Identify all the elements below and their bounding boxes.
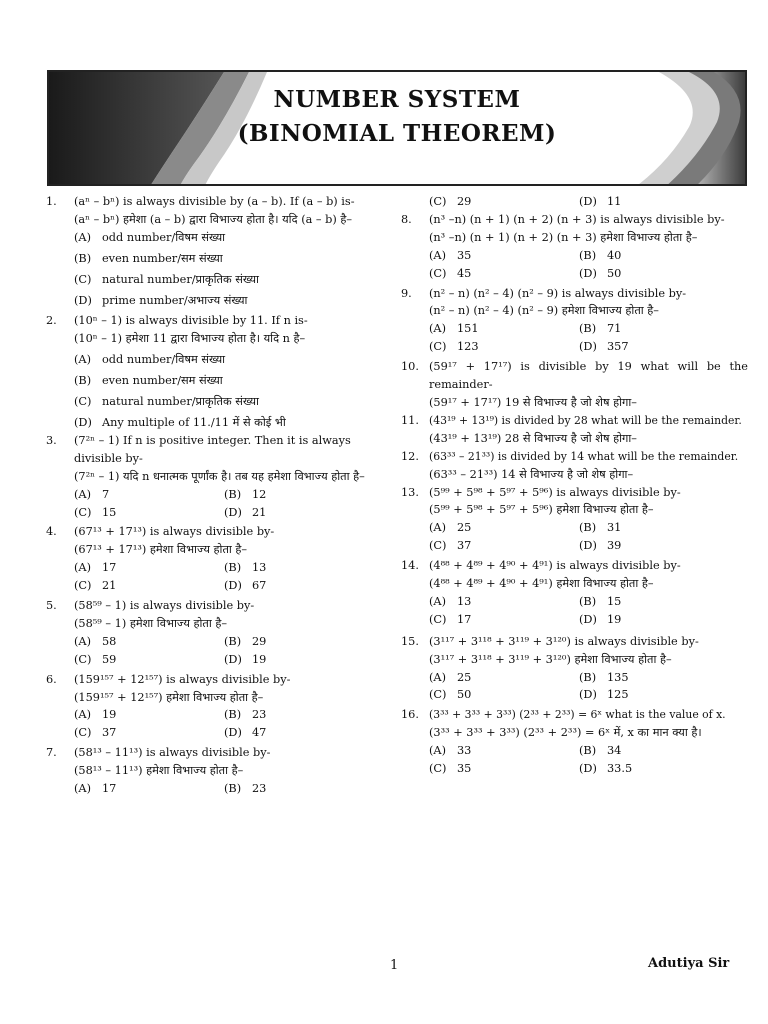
option-text: even number/सम संख्या [102, 374, 223, 388]
option-label: (C) [74, 395, 92, 409]
question-number: 13. [401, 485, 419, 499]
question-text-en: (67¹³ + 17¹³) is always divisible by- [74, 525, 275, 539]
question-text-en: (4⁸⁸ + 4⁸⁹ + 4⁹⁰ + 4⁹¹) is always divisible by- [429, 559, 681, 573]
option-row [46, 651, 391, 669]
option-text: 12 [252, 487, 267, 501]
question-text-en: (3¹¹⁷ + 3¹¹⁸ + 3¹¹⁹ + 3¹²⁰) is always divisible by- [429, 634, 699, 648]
question-6 [46, 671, 391, 689]
option-text: 11 [607, 195, 622, 208]
option-label: (A) [429, 521, 446, 535]
question-text-en: (59¹⁷ + 17¹⁷) is divisible by 19 what will be the remainder- [429, 360, 748, 392]
question-16 [401, 706, 748, 724]
option-label: (A) [429, 670, 446, 684]
option-label: (A) [74, 561, 91, 575]
option-label: (B) [224, 634, 242, 648]
option-text: 31 [607, 521, 622, 535]
option-row [401, 760, 748, 778]
option [46, 393, 391, 411]
option-row [401, 265, 748, 283]
question-number: 2. [46, 314, 57, 328]
question-number: 12. [401, 449, 419, 463]
question-text-hi: (58¹³ – 11¹³) हमेशा विभाज्य होता है– [74, 764, 244, 778]
question-text-en: (58¹³ – 11¹³) is always divisible by- [74, 746, 271, 760]
option-row [46, 724, 391, 742]
option [46, 292, 391, 310]
option-row [401, 247, 748, 265]
option [46, 250, 391, 268]
option-label: (A) [429, 248, 446, 262]
author-name: Adutiya Sir [648, 956, 730, 971]
question-text-en: (n³ –n) (n + 1) (n + 2) (n + 3) is always divisible by- [429, 212, 725, 226]
option-label: (C) [429, 612, 447, 626]
question-text-hi: (43¹⁹ + 13¹⁹) 28 से विभाज्य है जो शेष होगा– [429, 431, 637, 445]
option-text: 135 [607, 670, 629, 684]
option-text: 123 [457, 340, 479, 354]
option-label: (D) [579, 266, 597, 280]
option-label: (A) [74, 708, 91, 722]
option-text: 40 [607, 248, 622, 262]
option-text: 15 [102, 505, 117, 519]
left-column [46, 193, 391, 798]
question-text-hi: (3¹¹⁷ + 3¹¹⁸ + 3¹¹⁹ + 3¹²⁰) हमेशा विभाज्य होता है– [429, 652, 672, 666]
question-text-hi: (n³ –n) (n + 1) (n + 2) (n + 3) हमेशा विभाज्य होता है– [429, 230, 698, 244]
option-row [401, 593, 748, 611]
option-row [46, 486, 391, 504]
question-2 [46, 312, 391, 330]
option-text: 17 [102, 782, 117, 796]
page-number: 1 [390, 958, 399, 973]
option-text: 357 [607, 340, 629, 354]
option-text: 7 [102, 487, 110, 501]
question-number: 15. [401, 634, 419, 648]
question-1 [46, 193, 391, 211]
question-text-hi: (58⁵⁹ – 1) हमेशा विभाज्य होता है– [74, 616, 228, 630]
option [46, 372, 391, 390]
option-text: 67 [252, 579, 267, 593]
option-text: 33.5 [607, 762, 633, 776]
option-label: (A) [74, 634, 91, 648]
option-row [401, 686, 748, 704]
option-text: 45 [457, 266, 472, 280]
question-text-hi: (63³³ – 21³³) 14 से विभाज्य है जो शेष होगा– [429, 467, 634, 481]
question-text-hi: (159¹⁵⁷ + 12¹⁵⁷) हमेशा विभाज्य होता है– [74, 690, 264, 704]
question-11 [401, 412, 748, 430]
question-number: 8. [401, 212, 412, 226]
option-text: 58 [102, 634, 117, 648]
question-text-en: (10ⁿ – 1) is always divisible by 11. If n is- [74, 314, 308, 328]
question-text-en: (43¹⁹ + 13¹⁹) is divided by 28 what will be the remainder. [429, 413, 742, 427]
question-number: 11. [401, 413, 419, 427]
option-row [46, 577, 391, 595]
question-8 [401, 211, 748, 229]
title-line-1: NUMBER SYSTEM [273, 86, 521, 113]
option-label: (B) [224, 487, 242, 501]
question-3 [46, 432, 391, 468]
option-text: 29 [252, 634, 267, 648]
option-label: (B) [224, 561, 242, 575]
option-row [401, 320, 748, 338]
option-text: 37 [457, 539, 472, 553]
question-number: 6. [46, 672, 57, 686]
option-text: prime number/अभाज्य संख्या [102, 293, 248, 307]
option-text: 13 [457, 594, 472, 608]
option-text: 37 [102, 726, 117, 740]
question-text-en: (7²ⁿ – 1) If n is positive integer. Then it is always divisible by- [74, 433, 351, 465]
question-text-en: (n² – n) (n² – 4) (n² – 9) is always divisible by- [429, 286, 687, 300]
option-label: (C) [429, 340, 447, 354]
option [46, 271, 391, 289]
question-number: 5. [46, 599, 57, 613]
option-text: 19 [607, 612, 622, 626]
question-number: 3. [46, 433, 57, 447]
question-text-hi: (67¹³ + 17¹³) हमेशा विभाज्य होता है– [74, 543, 248, 557]
option-label: (C) [74, 272, 92, 286]
option-text: 151 [457, 322, 479, 336]
option-label: (B) [579, 594, 597, 608]
option-text: 39 [607, 539, 622, 553]
option-row [401, 338, 748, 356]
question-12 [401, 448, 748, 466]
option-label: (C) [74, 579, 92, 593]
question-text-hi: (7²ⁿ – 1) यदि n धनात्मक पूर्णांक है। तब यह हमेशा विभाज्य होता है– [74, 469, 365, 483]
option-row [401, 519, 748, 537]
option-row [46, 706, 391, 724]
option-text: 125 [607, 688, 629, 702]
option-text: 34 [607, 744, 622, 758]
question-number: 4. [46, 525, 57, 539]
option [46, 351, 391, 369]
option-text: 19 [252, 652, 267, 666]
option-label: (D) [579, 612, 597, 626]
option [46, 414, 391, 432]
question-text-en: (159¹⁵⁷ + 12¹⁵⁷) is always divisible by- [74, 672, 291, 686]
option-label: (A) [74, 782, 91, 796]
option-text: 33 [457, 744, 472, 758]
option-row [46, 780, 391, 798]
option-text: 50 [457, 688, 472, 702]
option-label: (D) [579, 539, 597, 553]
right-column [401, 193, 748, 778]
question-text-en: (3³³ + 3³³ + 3³³) (2³³ + 2³³) = 6ˣ what is the value of x. [429, 708, 726, 722]
option-text: 21 [102, 579, 117, 593]
option-label: (D) [579, 195, 597, 208]
question-text-hi: (n² – n) (n² – 4) (n² – 9) हमेशा विभाज्य होता है– [429, 304, 659, 318]
question-5 [46, 597, 391, 615]
question-4 [46, 523, 391, 541]
option [46, 229, 391, 247]
option-text: 15 [607, 594, 622, 608]
option-label: (A) [429, 594, 446, 608]
option-label: (C) [429, 688, 447, 702]
question-text-en: (aⁿ – bⁿ) is always divisible by (a – b). If (a – b) is- [74, 195, 355, 208]
option-text: 25 [457, 670, 472, 684]
option-row [401, 537, 748, 555]
option-text: 50 [607, 266, 622, 280]
question-text-hi: (10ⁿ – 1) हमेशा 11 द्वारा विभाज्य होता है। यदि n है– [74, 332, 306, 346]
option-label: (D) [579, 762, 597, 776]
option-label: (D) [74, 293, 92, 307]
option-label: (C) [429, 539, 447, 553]
option-text: 21 [252, 505, 267, 519]
option-row [46, 504, 391, 522]
question-text-en: (5⁹⁹ + 5⁹⁸ + 5⁹⁷ + 5⁹⁶) is always divisible by- [429, 485, 681, 499]
question-text-hi: (3³³ + 3³³ + 3³³) (2³³ + 2³³) = 6ˣ में, x का मान क्या है। [429, 726, 702, 740]
option-text: odd number/विषम संख्या [102, 230, 226, 244]
option-row [46, 559, 391, 577]
title-banner [47, 70, 747, 186]
option-label: (A) [74, 353, 91, 367]
option-label: (B) [579, 248, 597, 262]
option-text: 25 [457, 521, 472, 535]
option-label: (C) [74, 505, 92, 519]
option-row [401, 669, 748, 687]
question-number: 16. [401, 708, 419, 722]
option-label: (D) [74, 415, 92, 429]
option-label: (C) [429, 195, 447, 208]
option-text: 47 [252, 726, 267, 740]
question-number: 7. [46, 746, 57, 760]
option-text: 17 [457, 612, 472, 626]
option-text: odd number/विषम संख्या [102, 353, 226, 367]
option-label: (C) [429, 762, 447, 776]
option-label: (B) [74, 374, 92, 388]
option-text: 23 [252, 708, 267, 722]
question-text-en: (63³³ – 21³³) is divided by 14 what will be the remainder. [429, 449, 739, 463]
option-label: (D) [224, 726, 242, 740]
option-text: 17 [102, 561, 117, 575]
option-text: 23 [252, 782, 267, 796]
title-line-2: (BINOMIAL THEOREM) [237, 120, 557, 147]
option-text: 13 [252, 561, 267, 575]
option-text: natural number/प्राकृतिक संख्या [102, 272, 259, 286]
option-label: (B) [579, 670, 597, 684]
option-label: (B) [579, 521, 597, 535]
question-text-hi: (5⁹⁹ + 5⁹⁸ + 5⁹⁷ + 5⁹⁶) हमेशा विभाज्य होता है– [429, 503, 654, 517]
option-label: (A) [74, 230, 91, 244]
option-label: (A) [429, 322, 446, 336]
option-label: (C) [74, 726, 92, 740]
option-label: (A) [74, 487, 91, 501]
question-14 [401, 557, 748, 575]
option-label: (B) [74, 251, 92, 265]
option-text: 19 [102, 708, 117, 722]
option-label: (C) [74, 652, 92, 666]
option-text: 35 [457, 762, 472, 776]
option-text: 35 [457, 248, 472, 262]
question-9 [401, 285, 748, 303]
question-text-hi: (4⁸⁸ + 4⁸⁹ + 4⁹⁰ + 4⁹¹) हमेशा विभाज्य होता है– [429, 577, 654, 591]
question-number: 1. [46, 195, 57, 208]
option-label: (D) [224, 505, 242, 519]
option-label: (D) [579, 340, 597, 354]
option-label: (C) [429, 266, 447, 280]
question-10 [401, 358, 748, 394]
option-text: 59 [102, 652, 117, 666]
option-label: (D) [224, 652, 242, 666]
question-text-hi: (aⁿ – bⁿ) हमेशा (a – b) द्वारा विभाज्य होता है। यदि (a – b) है– [74, 212, 353, 226]
option-label: (D) [224, 579, 242, 593]
question-number: 10. [401, 360, 419, 374]
option-text: 71 [607, 322, 622, 336]
question-number: 14. [401, 559, 419, 573]
option-row [401, 742, 748, 760]
option-text: Any multiple of 11./11 में से कोई भी [102, 415, 286, 429]
option-label: (B) [224, 782, 242, 796]
question-7 [46, 744, 391, 762]
option-row [401, 611, 748, 629]
option-label: (B) [579, 322, 597, 336]
option-label: (A) [429, 744, 446, 758]
option-text: even number/सम संख्या [102, 251, 223, 265]
question-13 [401, 484, 748, 502]
option-label: (B) [224, 708, 242, 722]
option-label: (B) [579, 744, 597, 758]
option-text: 29 [457, 195, 472, 208]
option-row [401, 193, 748, 211]
option-text: natural number/प्राकृतिक संख्या [102, 395, 259, 409]
question-number: 9. [401, 286, 412, 300]
question-text-hi: (59¹⁷ + 17¹⁷) 19 से विभाज्य है जो शेष होगा– [429, 395, 637, 409]
option-row [46, 633, 391, 651]
option-label: (D) [579, 688, 597, 702]
question-15 [401, 633, 748, 651]
question-text-en: (58⁵⁹ – 1) is always divisible by- [74, 599, 255, 613]
